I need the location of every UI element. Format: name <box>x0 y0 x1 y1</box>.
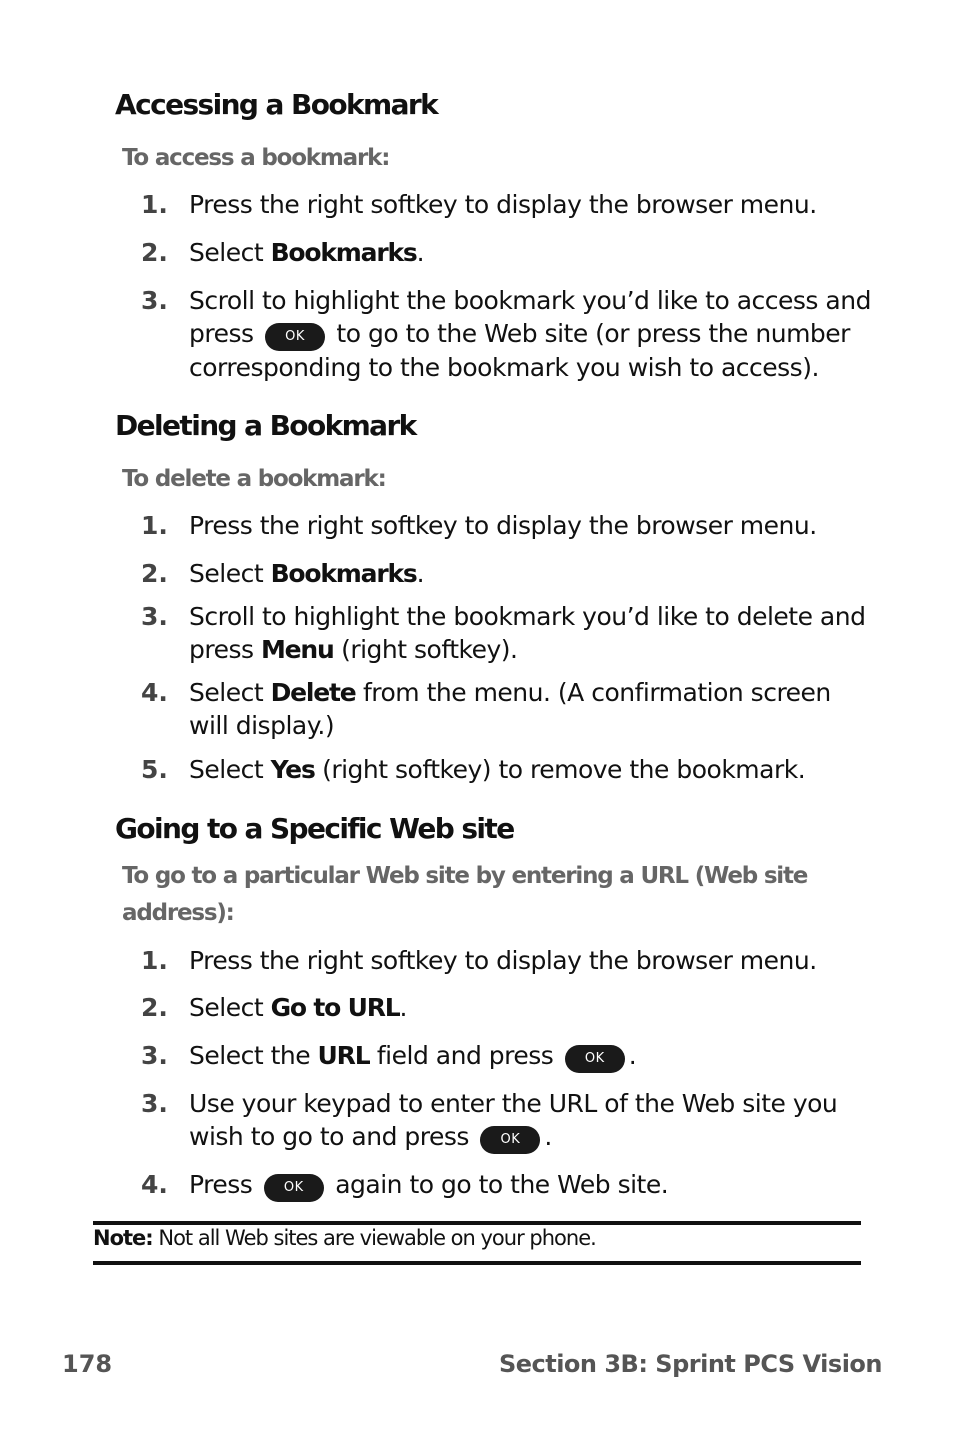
step-number: 3. <box>141 286 168 315</box>
ok-key-icon: OK <box>264 1174 324 1202</box>
deleting-heading: Deleting a Bookmark <box>115 409 416 442</box>
ok-key-icon: OK <box>265 323 325 351</box>
step-text: Select Bookmarks. <box>189 559 425 588</box>
step-text: Use your keypad to enter the URL of the Web site you wish to go to and press OK . <box>189 1087 874 1154</box>
step-text: Select Bookmarks. <box>189 238 425 267</box>
step-text: Select the URL field and press OK . <box>189 1039 874 1073</box>
going-heading: Going to a Specific Web site <box>115 812 514 845</box>
step-number: 2. <box>141 238 168 267</box>
going-intro: To go to a particular Web site by entering a URL (Web site address): <box>122 863 808 926</box>
step-number: 2. <box>141 993 168 1022</box>
step-text: Select Yes (right softkey) to remove the bookmark. <box>189 755 806 784</box>
step-number: 3. <box>141 1041 168 1070</box>
step-text: Select Delete from the menu. (A confirmation screen will display.) <box>189 678 831 740</box>
page-number: 178 <box>62 1350 113 1378</box>
note-bottom-rule <box>93 1261 861 1265</box>
ok-key-icon: OK <box>565 1045 625 1073</box>
step-text: Press OK again to go to the Web site. <box>189 1168 874 1202</box>
step-number: 4. <box>141 678 168 707</box>
step-text: Scroll to highlight the bookmark you’d like to access and press OK to go to the Web site (or press the number corresponding to the bookmark you wish to access). <box>189 286 871 382</box>
step-text: Press the right softkey to display the browser menu. <box>189 511 817 540</box>
step-text: Press the right softkey to display the browser menu. <box>189 190 817 219</box>
step-number: 3. <box>141 602 168 631</box>
deleting-intro: To delete a bookmark: <box>122 466 386 492</box>
accessing-heading: Accessing a Bookmark <box>115 88 438 121</box>
step-number: 2. <box>141 559 168 588</box>
accessing-intro: To access a bookmark: <box>122 145 390 171</box>
section-title: Section 3B: Sprint PCS Vision <box>498 1350 882 1378</box>
step-number: 1. <box>141 190 168 219</box>
step-number: 4. <box>141 1170 168 1199</box>
step-number: 3. <box>141 1089 168 1118</box>
step-text: Press the right softkey to display the browser menu. <box>189 946 817 975</box>
note: Note: Not all Web sites are viewable on your phone. <box>93 1226 596 1250</box>
step-text: Select Go to URL. <box>189 993 407 1022</box>
step-number: 1. <box>141 511 168 540</box>
step-number: 1. <box>141 946 168 975</box>
ok-key-icon: OK <box>480 1126 540 1154</box>
step-text: Scroll to highlight the bookmark you’d like to delete and press Menu (right softkey). <box>189 602 866 664</box>
step-number: 5. <box>141 755 168 784</box>
note-top-rule <box>93 1221 861 1225</box>
